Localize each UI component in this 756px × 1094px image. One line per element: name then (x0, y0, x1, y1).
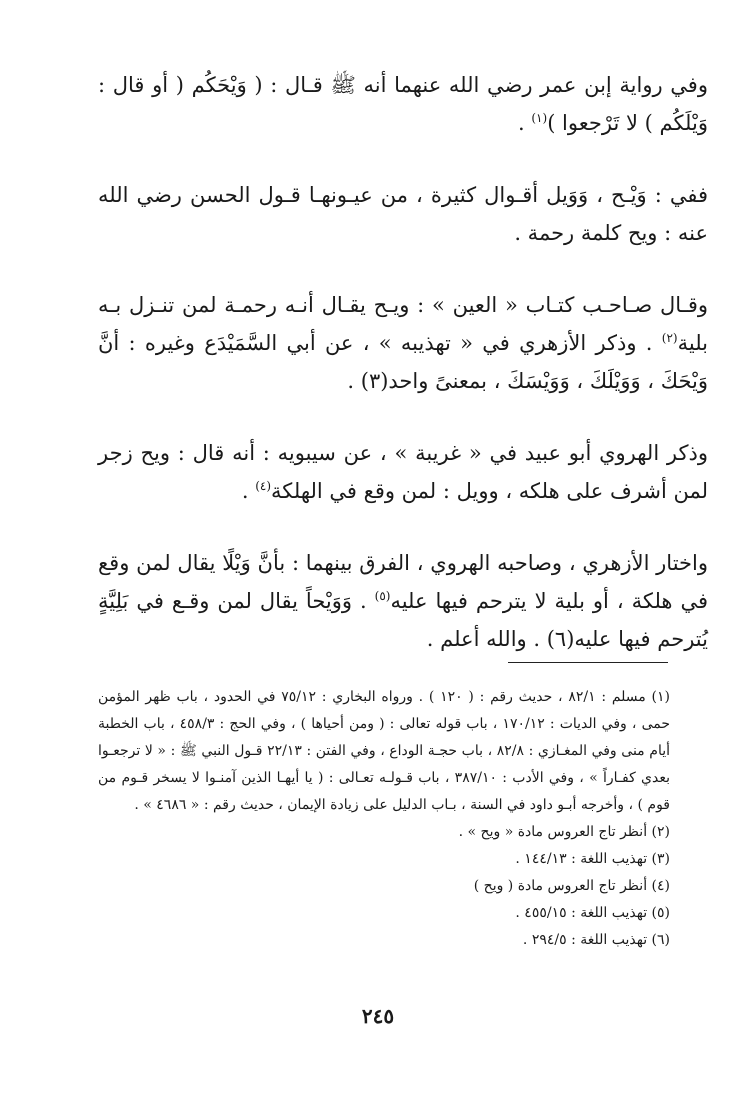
paragraph-5-tail: . وَوَيْحاً يقال لمن وقـع في بَلِيَّةٍ يُترحم فيها عليه(٦) . والله أعلم . (98, 589, 708, 651)
footnote-2: (٢) أنظر تاج العروس مادة « ويح » . (458, 824, 670, 840)
paragraph-5-text: واختار الأزهري ، وصاحبه الهروي ، الفرق بينهما : بأنَّ وَيْلًا يقال لمن وقع في هلكة ، أو بلية لا يترحم فيها عليه (98, 551, 708, 613)
paragraph-3-text: وقـال صـاحـب كتـاب « العين » : ويـح يقـال أنـه رحمـة لمن تنـزل بـه بلية (98, 293, 708, 355)
paragraph-1 (98, 66, 708, 142)
footnote-ref-5: (٥) (374, 589, 391, 603)
footnote-4: (٤) أنظر تاج العروس مادة ( ويح ) (473, 878, 670, 894)
footnote-ref-1: (١) (531, 111, 548, 125)
main-text (98, 66, 708, 692)
footnote-3: (٣) تهذيب اللغة : ١٤٤/١٣ . (515, 851, 670, 867)
paragraph-1-tail: . (518, 111, 532, 135)
page-number: ٢٤٥ (361, 1004, 395, 1028)
footnote-5: (٥) تهذيب اللغة : ٤٥٥/١٥ . (515, 905, 670, 921)
footnote-ref-2: (٢) (661, 331, 678, 345)
paragraph-3-tail: . وذكر الأزهري في « تهذيبه » ، عن أبي السَّمَيْدَع وغيره : أنَّ وَيْحَكَ ، وَوَيْلَكَ ، وَوَيْسَكَ ، بمعنىً واحد(٣) . (98, 331, 708, 393)
footnote-ref-4: (٤) (255, 479, 272, 493)
paragraph-1-text: وفي رواية إبن عمر رضي الله عنهما أنه ﷺ قـال : ( وَيْحَكُم ( أو قال : وَيْلَكُم ) لا تَرْجعوا ) (98, 73, 708, 135)
paragraph-4 (98, 434, 708, 510)
footnotes (98, 684, 670, 954)
paragraph-4-tail: . (241, 479, 256, 503)
footnote-separator (508, 662, 668, 663)
footnote-6: (٦) تهذيب اللغة : ٢٩٤/٥ . (522, 932, 670, 948)
footnote-1: (١) مسلم : ٨٢/١ ، حديث رقم : ( ١٢٠ ) . ورواه البخاري : ٧٥/١٢ في الحدود ، باب ظهر المؤمن حمى ، وفي الديات : ١٧٠/١٢ ، باب قوله تعالى : ( ومن أحياها ) ، وفي الحج : ٤٥٨/٣ ، باب الخطبة أيام منى وفي المغـازي : ٨٢/٨ ، باب حجـة الوداع ، وفي الفتن : ٢٢/١٣ قـول النبي ﷺ : « لا ترجعـوا بعدي كفـاراً » ، وفي الأدب : ٣٨٧/١٠ ، باب قـولـه تعـالى : ( يا أيهـا الذين آمنـوا لا يسخر قـوم من قوم ) ، وأخرجه أبـو داود في السنة ، بـاب الدليل على زيادة الإيمان ، حديث رقم : « ٤٦٨٦ » . (98, 689, 670, 813)
paragraph-3 (98, 286, 708, 400)
paragraph-4-text: وذكر الهروي أبو عبيد في « غريبة » ، عن سيبويه : أنه قال : ويح زجر لمن أشرف على هلكه ، وويل : لمن وقع في الهلكة (98, 441, 708, 503)
paragraph-2-text: ففي : وَيْـح ، وَوَيل أقـوال كثيرة ، من عيـونهـا قـول الحسن رضي الله عنه : ويح كلمة رحمة . (98, 183, 708, 245)
paragraph-5 (98, 544, 708, 658)
paragraph-2 (98, 176, 708, 252)
